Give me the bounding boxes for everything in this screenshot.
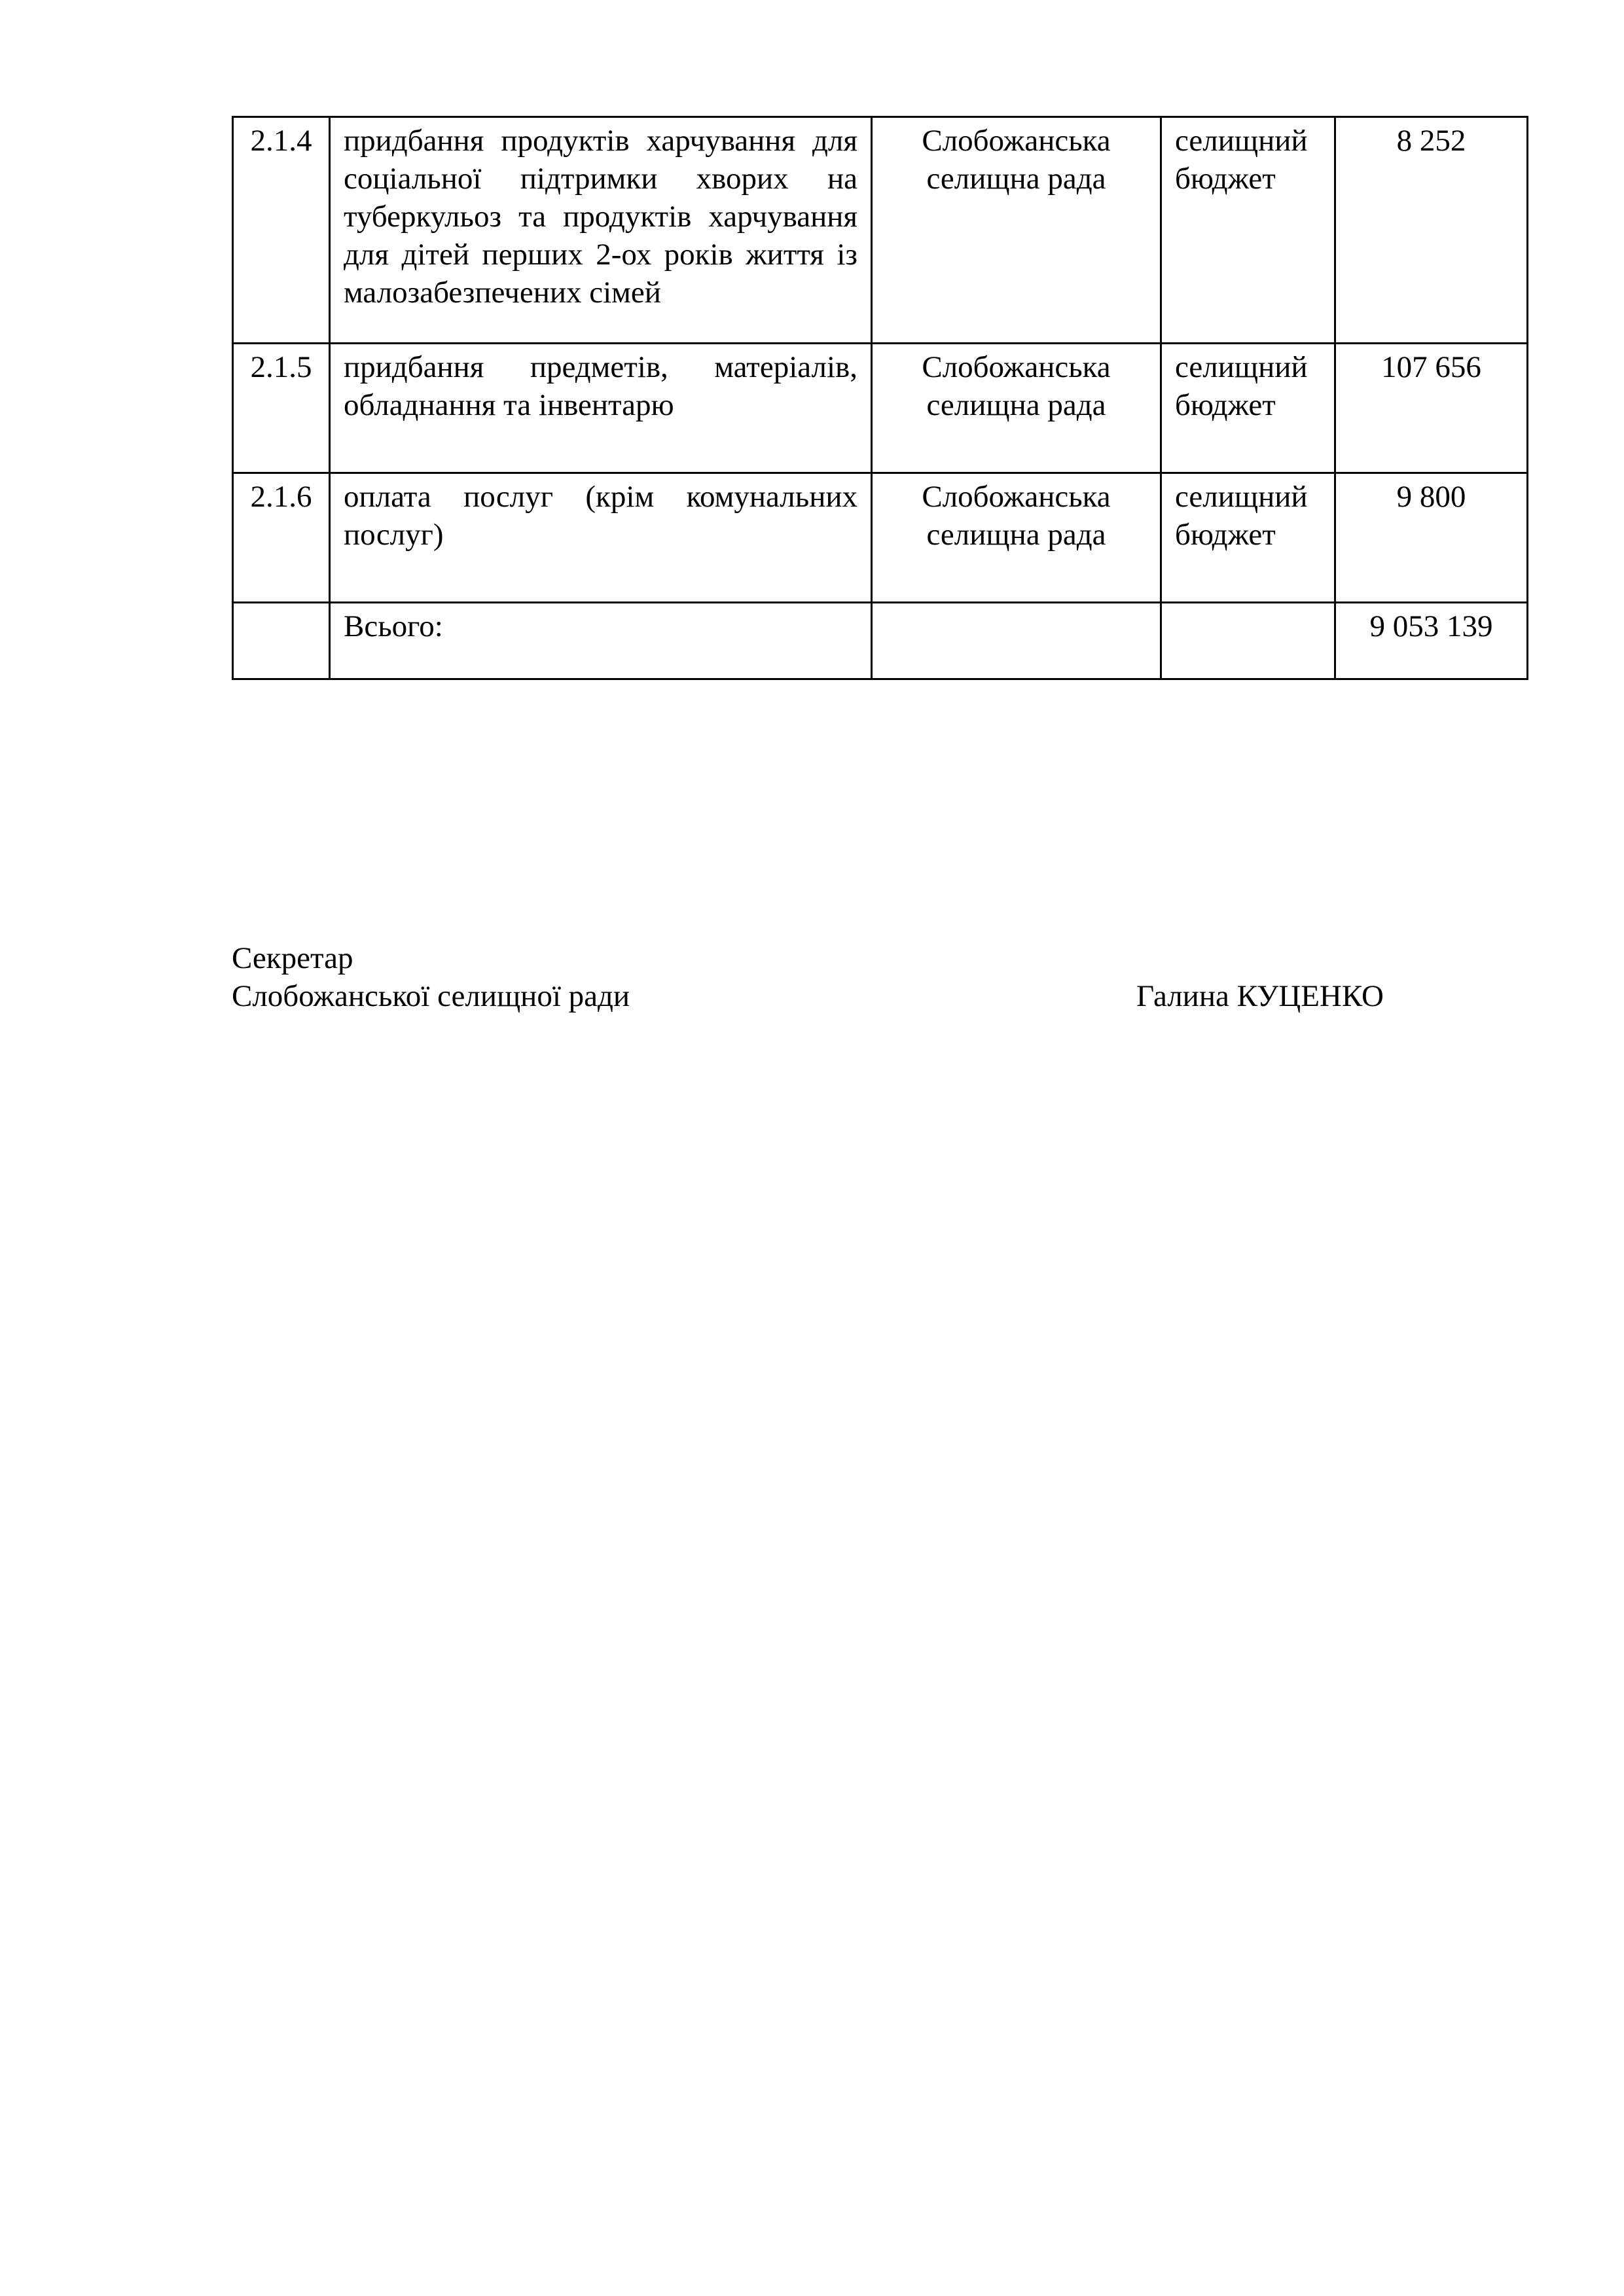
total-executor-cell [872,603,1161,679]
row-number-cell: 2.1.6 [233,473,330,603]
row-description-cell: придбання предметів, матеріалів, обладнання та інвентарю [330,344,872,473]
row-amount-cell: 9 800 [1335,473,1528,603]
total-number-cell [233,603,330,679]
row-executor-cell: Слобожанська селищна рада [872,473,1161,603]
signatory-title-line2: Слобожанської селищної ради [232,979,630,1013]
row-amount-cell: 107 656 [1335,344,1528,473]
total-label-cell: Всього: [330,603,872,679]
total-amount-cell: 9 053 139 [1335,603,1528,679]
signatory-name: Галина КУЦЕНКО [1136,979,1384,1013]
budget-table [232,116,1528,680]
row-executor-cell: Слобожанська селищна рада [872,117,1161,344]
table-row [233,117,1528,344]
signature-block [232,939,1384,1015]
row-executor-cell: Слобожанська селищна рада [872,344,1161,473]
row-description-cell: придбання продуктів харчування для соціальної підтримки хворих на туберкульоз та продуктів харчування для дітей перших 2-ох років життя із малозабезпечених сімей [330,117,872,344]
row-description-cell: оплата послуг (крім комунальних послуг) [330,473,872,603]
row-source-cell: селищний бюджет [1161,473,1335,603]
signature-line [232,977,1384,1015]
row-source-cell: селищний бюджет [1161,344,1335,473]
row-source-cell: селищний бюджет [1161,117,1335,344]
signatory-title-line1: Секретар [232,941,353,975]
table-row [233,473,1528,603]
row-number-cell: 2.1.4 [233,117,330,344]
row-number-cell: 2.1.5 [233,344,330,473]
total-row [233,603,1528,679]
total-source-cell [1161,603,1335,679]
table-row [233,344,1528,473]
row-amount-cell: 8 252 [1335,117,1528,344]
